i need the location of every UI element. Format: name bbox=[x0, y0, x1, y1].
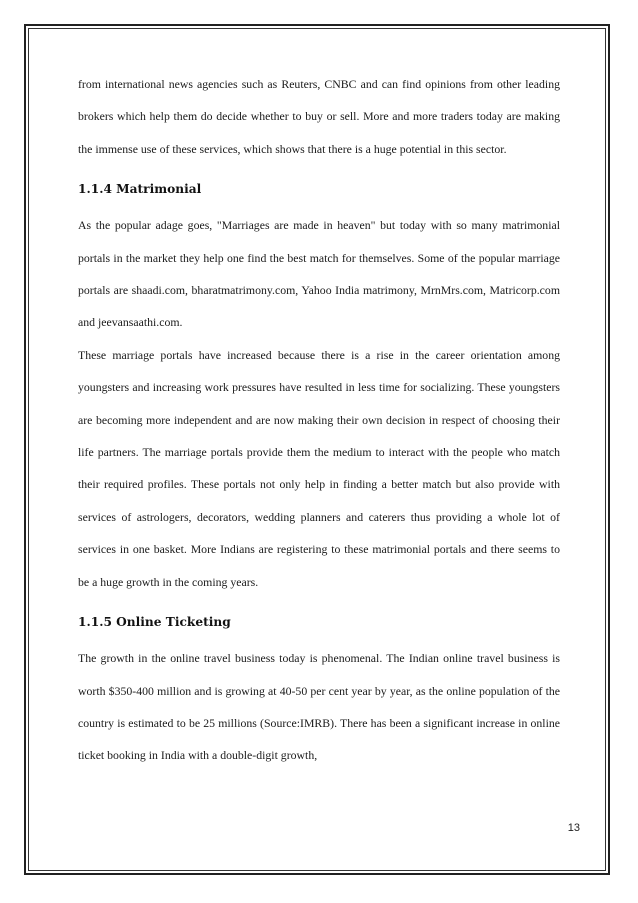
page-content bbox=[78, 68, 560, 772]
paragraph-matrimonial-1: As the popular adage goes, "Marriages are made in heaven" but today with so many matrimonial portals in the market they help one find the best match for themselves. Some of the popular marriage portals are shaadi.com, bharatmatrimony.com, Yahoo India matrimony, MrnMrs.com, Matricorp.com and jeevansaathi.com. bbox=[78, 218, 560, 330]
paragraph-ticketing-1: The growth in the online travel business today is phenomenal. The Indian online travel business is worth $350-400 million and is growing at 40-50 per cent year by year, as the online population of the country is estimated to be 25 millions (Source:IMRB). There has been a significant increase in online ticket booking in India with a double-digit growth, bbox=[78, 651, 560, 763]
paragraph-intro: from international news agencies such as Reuters, CNBC and can find opinions from other leading brokers which help them do decide whether to buy or sell. More and more traders today are making the immense use of these services, which shows that there is a huge potential in this sector. bbox=[78, 77, 560, 156]
heading-matrimonial: 1.1.4 Matrimonial bbox=[78, 182, 202, 197]
paragraph-matrimonial-2: These marriage portals have increased because there is a rise in the career orientation among youngsters and increasing work pressures have resulted in less time for socializing. These youngsters are becoming more independent and are now making their own decision in respect of choosing their life partners. The marriage portals provide them the medium to interact with the people who match their required profiles. These portals not only help in finding a better match but also provide with services of astrologers, decorators, wedding planners and caterers thus providing a whole lot of services in one basket. More Indians are registering to these matrimonial portals and there seems to be a huge growth in the coming years. bbox=[78, 347, 560, 589]
heading-online-ticketing: 1.1.5 Online Ticketing bbox=[78, 615, 231, 630]
page-number: 13 bbox=[567, 822, 580, 834]
